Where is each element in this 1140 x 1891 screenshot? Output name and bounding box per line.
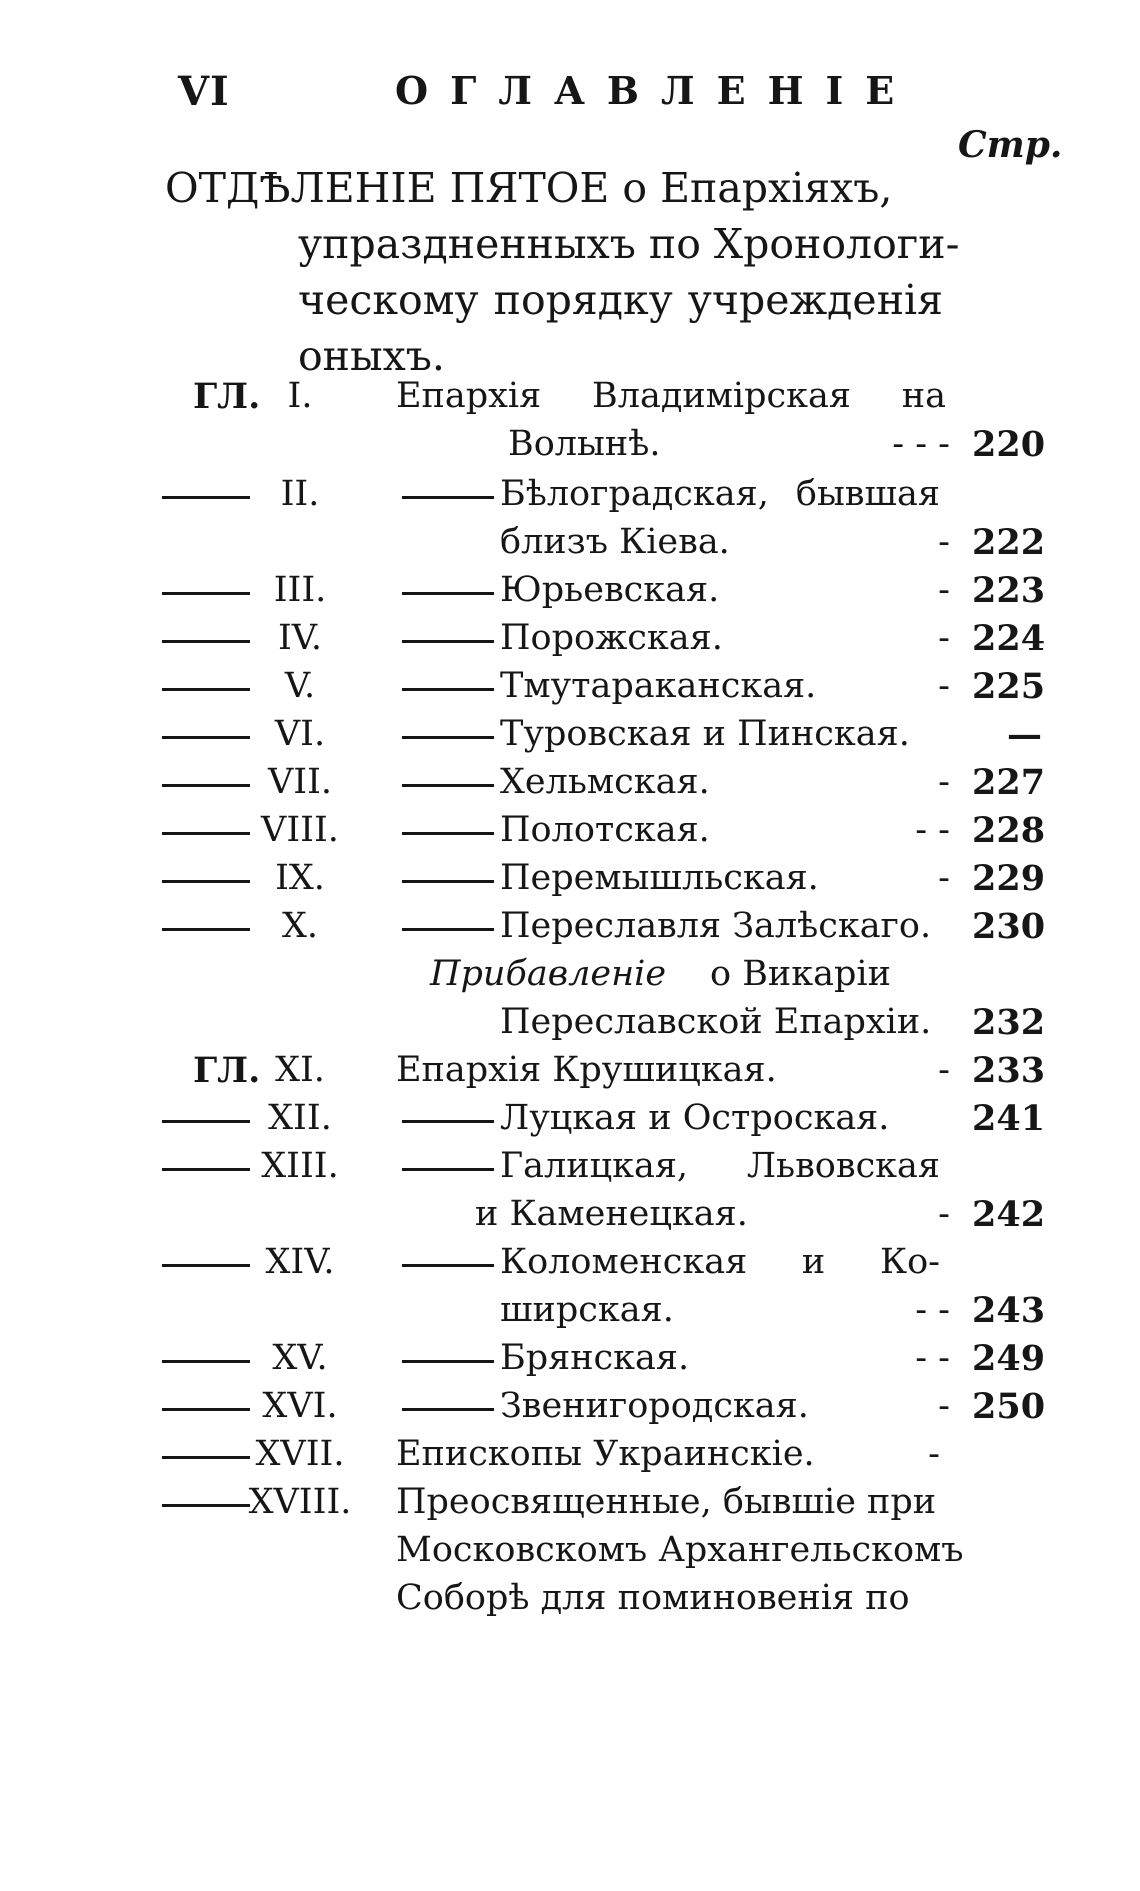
entry-title: ширская.: [500, 1290, 674, 1330]
addendum-title: Переславской Епархіи.: [500, 1002, 932, 1042]
section-heading-line: оныхъ.: [298, 332, 445, 380]
ditto-dash: [402, 1360, 494, 1363]
dot-leader: - -: [915, 1338, 950, 1378]
dot-leader: -: [938, 1050, 950, 1090]
entry-title: Луцкая и Остроская.: [500, 1098, 890, 1138]
toc-entry: [0, 1338, 1140, 1386]
entry-title: Галицкая, Львовская: [500, 1146, 940, 1186]
toc-entry: [0, 858, 1140, 906]
entry-title: Епархія Владимірская на: [396, 376, 946, 416]
chapter-number: VII.: [267, 762, 333, 802]
dot-leader: -: [938, 1386, 950, 1426]
entry-title: Порожская.: [500, 618, 723, 658]
dot-leader: -: [928, 1434, 940, 1474]
dot-leader: -: [938, 666, 950, 706]
page-ref: 249: [972, 1338, 1046, 1379]
toc-entry: [0, 1434, 1140, 1482]
ditto-dash: [402, 832, 494, 835]
chapter-number: IV.: [277, 618, 323, 658]
dot-leader: -: [938, 762, 950, 802]
chapter-number: XIV.: [265, 1242, 335, 1282]
page-ref: 242: [972, 1194, 1046, 1235]
ditto-dash: [402, 1408, 494, 1411]
running-head: [0, 68, 1140, 128]
chapter-number: VI.: [274, 714, 326, 754]
page-ref: 227: [972, 762, 1046, 803]
chapter-number: XII.: [268, 1098, 332, 1138]
toc-entry-continuation: [0, 1578, 1140, 1626]
dot-leader: - -: [915, 1290, 950, 1330]
toc-entry: [0, 474, 1140, 522]
dot-leader: -: [938, 858, 950, 898]
chapter-number: XVII.: [255, 1434, 345, 1474]
chapter-number: X.: [281, 906, 319, 946]
entry-title: Московскомъ Архангельскомъ: [396, 1530, 964, 1570]
entry-title: Преосвященные, бывшіе при: [396, 1482, 937, 1522]
addendum-label: Прибавленіе: [430, 954, 667, 994]
entry-title: Полотская.: [500, 810, 710, 850]
dot-leader: -: [938, 570, 950, 610]
entry-title: Юрьевская.: [500, 570, 720, 610]
entry-title: Волынѣ.: [508, 424, 661, 464]
page-ref: 232: [972, 1002, 1046, 1043]
entry-title: Брянская.: [500, 1338, 690, 1378]
entry-title: и Каменецкая.: [475, 1194, 748, 1234]
page-number: VI: [178, 68, 230, 115]
section-heading-line: упраздненныхъ по Хронологи-: [298, 220, 960, 268]
toc-entry: [0, 1146, 1140, 1194]
entry-title: Бѣлоградская, бывшая: [500, 474, 940, 514]
chapter-number: V.: [284, 666, 316, 706]
chapter-number: XV.: [272, 1338, 328, 1378]
ditto-dash: [402, 880, 494, 883]
chapter-abbrev: ГЛ.: [193, 376, 261, 417]
ditto-dash: [402, 928, 494, 931]
page-ref: 225: [972, 666, 1046, 707]
entry-title: Переславля Залѣскаго.: [500, 906, 932, 946]
toc-entry: [0, 666, 1140, 714]
dot-leader: - - -: [892, 424, 950, 464]
ditto-dash: [402, 1264, 494, 1267]
entry-title: Звенигородская.: [500, 1386, 809, 1426]
addendum-entry: [0, 954, 1140, 1002]
toc-entry-continuation: [0, 424, 1140, 472]
chapter-abbrev: ГЛ.: [193, 1050, 261, 1091]
dot-leader: -: [938, 522, 950, 562]
dot-leader: -: [938, 618, 950, 658]
section-heading-line: ческому порядку учрежденія: [298, 276, 943, 324]
chapter-number: XVIII.: [248, 1482, 352, 1522]
entry-title: Епархія Крушицкая.: [396, 1050, 777, 1090]
chapter-number: XIII.: [261, 1146, 339, 1186]
toc-entry: [0, 1482, 1140, 1530]
entry-title: Перемышльская.: [500, 858, 819, 898]
page-ref: 220: [972, 424, 1046, 465]
ditto-dash: [402, 496, 494, 499]
toc-entry: [0, 1386, 1140, 1434]
chapter-number: III.: [273, 570, 327, 610]
toc-entry-continuation: [0, 1530, 1140, 1578]
section-heading: [165, 160, 965, 384]
ditto-dash: [402, 736, 494, 739]
dot-leader: - -: [915, 810, 950, 850]
toc-entry: [0, 906, 1140, 954]
addendum-entry-continuation: [0, 1002, 1140, 1050]
entry-title: Хельмская.: [500, 762, 710, 802]
page-ref: —: [1007, 714, 1042, 755]
toc-entry: [0, 570, 1140, 618]
toc-entry: [0, 1242, 1140, 1290]
page-ref: 223: [972, 570, 1046, 611]
toc-entry: [0, 810, 1140, 858]
ditto-dash: [402, 688, 494, 691]
toc-entry: [0, 1098, 1140, 1146]
page-ref: 250: [972, 1386, 1046, 1427]
page-ref: 229: [972, 858, 1046, 899]
entry-title: близъ Кіева.: [500, 522, 730, 562]
addendum-title: о Викаріи: [710, 954, 891, 994]
toc-entry: [0, 376, 1140, 424]
page-title: ОГЛАВЛЕНІЕ: [395, 68, 917, 113]
toc-entry: [0, 714, 1140, 762]
toc-entry: [0, 618, 1140, 666]
chapter-number: IX.: [275, 858, 325, 898]
toc-entry-continuation: [0, 1194, 1140, 1242]
dot-leader: -: [938, 1194, 950, 1234]
ditto-dash: [402, 592, 494, 595]
chapter-number: I.: [287, 376, 313, 416]
entry-title: Соборѣ для поминовенія по: [396, 1578, 910, 1618]
toc-entry-continuation: [0, 1290, 1140, 1338]
ditto-dash: [402, 784, 494, 787]
page-ref: 241: [972, 1098, 1046, 1139]
ditto-dash: [402, 640, 494, 643]
section-heading-line: ОТДѢЛЕНІЕ ПЯТОЕ о Епархіяхъ,: [165, 164, 893, 212]
toc-entry-continuation: [0, 522, 1140, 570]
page-ref: 243: [972, 1290, 1046, 1331]
entry-title: Тмутараканская.: [500, 666, 817, 706]
page-ref: 230: [972, 906, 1046, 947]
page-ref: 228: [972, 810, 1046, 851]
chapter-number: XVI.: [262, 1386, 338, 1426]
chapter-number: VIII.: [261, 810, 339, 850]
chapter-number: XI.: [275, 1050, 325, 1090]
page-ref: 224: [972, 618, 1046, 659]
page-ref: 233: [972, 1050, 1046, 1091]
page-ref: 222: [972, 522, 1046, 563]
page-column-label: Стр.: [958, 124, 1063, 166]
toc-entry: [0, 762, 1140, 810]
entry-title: Туровская и Пинская.: [500, 714, 910, 754]
chapter-number: II.: [280, 474, 320, 514]
entry-title: Коломенская и Ко-: [500, 1242, 940, 1282]
toc-entry: [0, 1050, 1140, 1098]
ditto-dash: [402, 1168, 494, 1171]
entry-title: Епископы Украинскіе.: [396, 1434, 815, 1474]
ditto-dash: [402, 1120, 494, 1123]
